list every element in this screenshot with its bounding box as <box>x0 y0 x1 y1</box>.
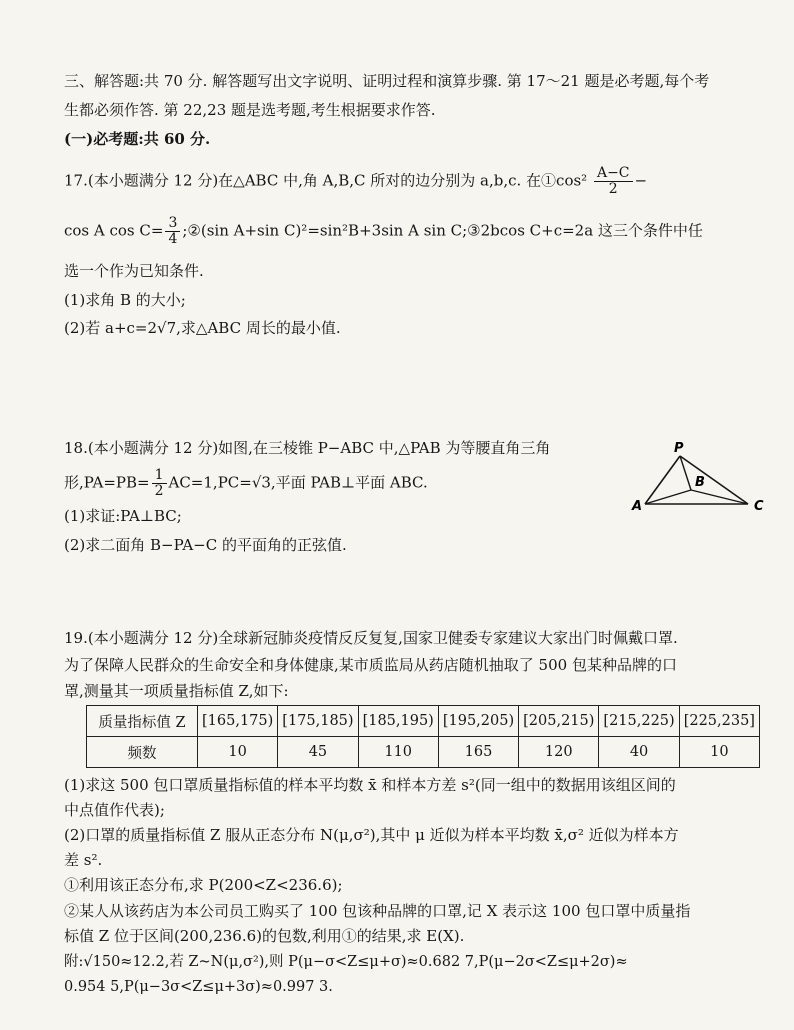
table-cell-interval: [225,235] <box>679 706 759 737</box>
edge-ab <box>645 490 691 504</box>
table-row-frequencies <box>87 737 760 768</box>
label-p: P <box>674 441 684 456</box>
q17-line1 <box>64 166 774 197</box>
q18-fraction-half <box>152 468 167 499</box>
q18-part2: (2)求二面角 B−PA−C 的平面角的正弦值. <box>64 536 347 554</box>
q18-line2-pre: 形,PA=PB= <box>64 473 150 492</box>
q19-part1-line2: 中点值作代表); <box>64 801 165 819</box>
table-cell-frequency: 110 <box>358 737 438 768</box>
q18-line2-post: AC=1,PC=√3,平面 PAB⊥平面 ABC. <box>168 473 428 492</box>
q17-line1-text: 17.(本小题满分 12 分)在△ABC 中,角 A,B,C 所对的边分别为 a,b,c. 在①cos² <box>64 171 592 190</box>
q17-line2-post: ;②(sin A+sin C)²=sin²B+3sin A sin C;③2bcos C+c=2a 这三个条件中任 <box>182 221 703 240</box>
q18-line2 <box>64 468 624 499</box>
q17-frac1-numerator: A−C <box>594 166 633 182</box>
q19-line1: 19.(本小题满分 12 分)全球新冠肺炎疫情反反复复,国家卫健委专家建议大家出门时佩戴口罩. <box>64 629 678 647</box>
q17-line2 <box>64 216 774 247</box>
q17-frac2-numerator: 3 <box>165 216 180 232</box>
table-header-quality: 质量指标值 Z <box>87 706 198 737</box>
table-header-frequency: 频数 <box>87 737 198 768</box>
q17-line1-tail: − <box>634 171 648 190</box>
q17-line3: 选一个作为已知条件. <box>64 262 204 280</box>
tetrahedron-figure <box>628 440 774 520</box>
q19-appendix-line1: 附:√150≈12.2,若 Z~N(μ,σ²),则 P(μ−σ<Z≤μ+σ)≈0.682 7,P(μ−2σ<Z≤μ+2σ)≈ <box>64 954 628 970</box>
table-cell-interval: [195,205) <box>438 706 518 737</box>
q17-frac1-denominator: 2 <box>608 181 618 197</box>
table-cell-frequency: 10 <box>198 737 278 768</box>
table-cell-frequency: 120 <box>519 737 599 768</box>
q19-sub2-line2: 标值 Z 位于区间(200,236.6)的包数,利用①的结果,求 E(X). <box>64 927 465 945</box>
q19-appendix-line2: 0.954 5,P(μ−3σ<Z≤μ+3σ)≈0.997 3. <box>64 979 333 995</box>
table-cell-frequency: 10 <box>679 737 759 768</box>
label-c: C <box>754 499 764 514</box>
q18-part1: (1)求证:PA⊥BC; <box>64 507 182 525</box>
q19-line2: 为了保障人民群众的生命安全和身体健康,某市质监局从药店随机抽取了 500 包某种品牌的口 <box>64 656 677 674</box>
q17-part1: (1)求角 B 的大小; <box>64 291 186 309</box>
edge-pc <box>680 456 748 504</box>
compulsory-heading: (一)必考题:共 60 分. <box>64 130 211 148</box>
label-b: B <box>695 475 705 490</box>
section-header-line1: 三、解答题:共 70 分. 解答题写出文字说明、证明过程和演算步骤. 第 17～21 题是必考题,每个考 <box>64 72 710 90</box>
q17-fraction-angle <box>594 166 633 197</box>
quality-frequency-table <box>86 705 760 768</box>
q17-frac2-denominator: 4 <box>168 231 178 247</box>
table-cell-frequency: 45 <box>278 737 358 768</box>
q18-frac-numerator: 1 <box>152 468 167 484</box>
q17-part2: (2)若 a+c=2√7,求△ABC 周长的最小值. <box>64 319 341 337</box>
table-cell-frequency: 40 <box>599 737 679 768</box>
table-cell-interval: [215,225) <box>599 706 679 737</box>
edge-pa <box>645 456 680 504</box>
table-cell-interval: [185,195) <box>358 706 438 737</box>
q19-part2-line1: (2)口罩的质量指标值 Z 服从正态分布 N(μ,σ²),其中 μ 近似为样本平均数 x̄,σ² 近似为样本方 <box>64 826 679 844</box>
q18-frac-denominator: 2 <box>154 483 164 499</box>
q19-sub2-line1: ②某人从该药店为本公司员工购买了 100 包该种品牌的口罩,记 X 表示这 100 包口罩中质量指 <box>64 902 691 920</box>
table-cell-frequency: 165 <box>438 737 518 768</box>
q18-line1: 18.(本小题满分 12 分)如图,在三棱锥 P−ABC 中,△PAB 为等腰直角三角 <box>64 439 551 457</box>
section-header-line2: 生都必须作答. 第 22,23 题是选考题,考生根据要求作答. <box>64 101 436 119</box>
table-cell-interval: [205,215) <box>519 706 599 737</box>
edge-pb <box>680 456 691 490</box>
table-cell-interval: [165,175) <box>198 706 278 737</box>
table-cell-interval: [175,185) <box>278 706 358 737</box>
table-row-intervals <box>87 706 760 737</box>
q19-sub1: ①利用该正态分布,求 P(200<Z<236.6); <box>64 876 343 894</box>
q19-line3: 罩,测量其一项质量指标值 Z,如下: <box>64 682 289 700</box>
q17-line2-pre: cos A cos C= <box>64 221 164 240</box>
q17-fraction-three-quarters <box>165 216 180 247</box>
label-a: A <box>632 499 643 514</box>
q19-part1-line1: (1)求这 500 包口罩质量指标值的样本平均数 x̄ 和样本方差 s²(同一组中的数据用该组区间的 <box>64 776 676 794</box>
q19-part2-line2: 差 s². <box>64 851 103 869</box>
